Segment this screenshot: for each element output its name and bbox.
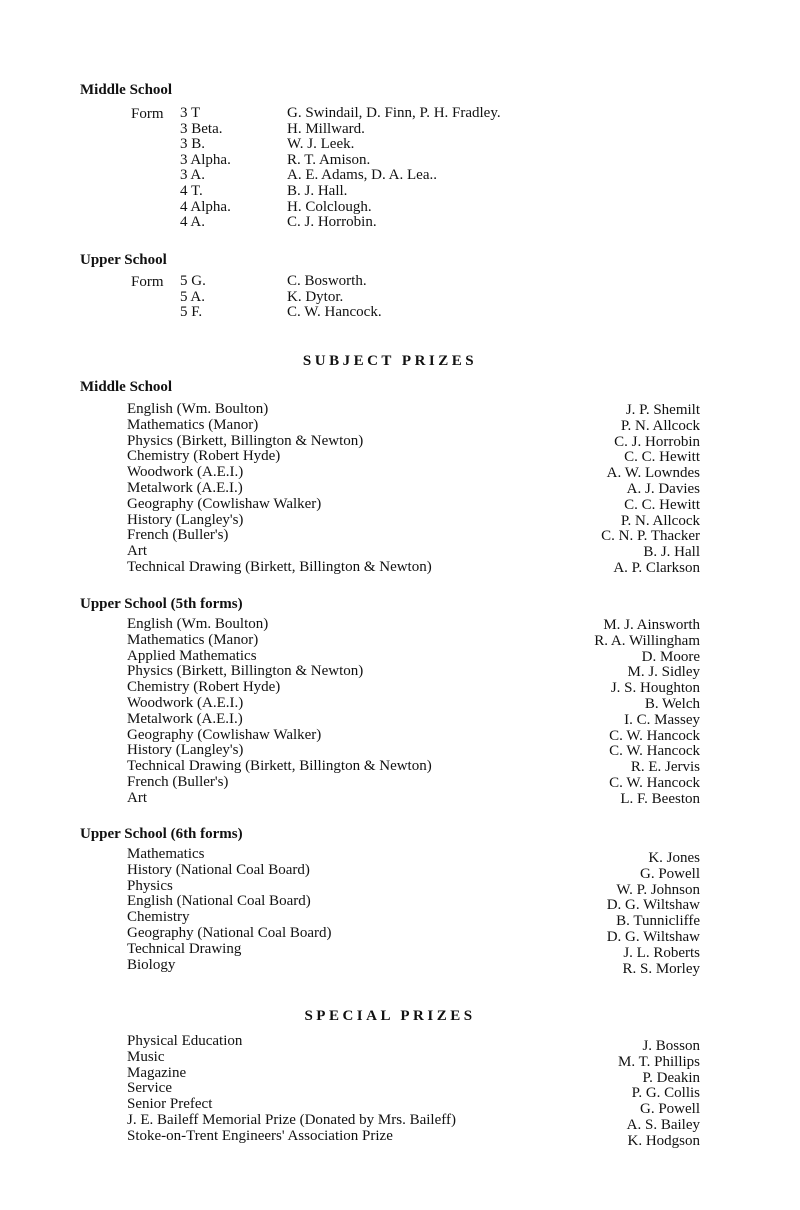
form-code: 3 B.	[180, 136, 206, 153]
list-item: Physics (Birkett, Billington & Newton)	[127, 432, 364, 449]
list-item: C. W. Hancock	[609, 743, 700, 760]
list-item: Magazine	[127, 1064, 187, 1081]
list-item: History (Langley's)	[127, 511, 244, 528]
list-item: Physics (Birkett, Billington & Newton)	[127, 663, 364, 680]
form-prize-names: K. Dytor.	[287, 288, 344, 305]
list-item: J. P. Shemilt	[625, 402, 700, 418]
form-code: 4 Alpha.	[180, 198, 231, 215]
list-item: Senior Prefect	[127, 1096, 213, 1113]
list-item: B. Welch	[644, 695, 700, 712]
list-item: Geography (National Coal Board)	[127, 924, 332, 941]
list-item: M. T. Phillips	[618, 1053, 700, 1070]
form-prize-names: R. T. Amison.	[287, 151, 371, 168]
list-item: C. C. Hewitt	[624, 496, 700, 513]
list-item: History (Langley's)	[127, 742, 244, 759]
upper6-subject-list	[127, 847, 332, 973]
middle-school-heading: Middle School	[80, 82, 173, 98]
form-prize-names: H. Millward.	[287, 120, 365, 137]
form-label: Form	[131, 106, 164, 122]
list-item: J. L. Roberts	[623, 944, 700, 961]
list-item: P. N. Allcock	[620, 512, 700, 529]
list-item: Physical Education	[127, 1033, 243, 1049]
list-item: History (National Coal Board)	[127, 861, 310, 878]
list-item: Biology	[127, 956, 176, 973]
list-item: Music	[127, 1048, 165, 1065]
list-item: Technical Drawing	[127, 940, 242, 957]
list-item: K. Hodgson	[627, 1132, 700, 1149]
list-item: Metalwork (A.E.I.)	[127, 710, 243, 727]
form-code: 4 T.	[180, 182, 203, 199]
list-item: Technical Drawing (Birkett, Billington & Newton)	[127, 558, 432, 575]
middle-form-names	[287, 106, 501, 231]
list-item: Mathematics (Manor)	[127, 416, 259, 433]
special-winner-list	[618, 1039, 700, 1150]
middle-form-list	[180, 106, 231, 231]
form-prize-names: W. J. Leek.	[287, 136, 355, 153]
list-item: Chemistry	[127, 909, 190, 926]
list-item: Mathematics (Manor)	[127, 631, 259, 648]
list-item: C. J. Horrobin	[614, 433, 700, 450]
list-item: J. S. Houghton	[610, 680, 700, 697]
form-code: 3 Alpha.	[180, 151, 231, 168]
middle-subject-list	[127, 402, 432, 576]
form-prize-names: G. Swindail, D. Finn, P. H. Fradley.	[287, 105, 501, 121]
list-item: A. W. Lowndes	[606, 465, 700, 482]
list-item: R. A. Willingham	[594, 632, 700, 649]
list-item: Chemistry (Robert Hyde)	[127, 679, 281, 696]
list-item: C. N. P. Thacker	[601, 528, 700, 545]
list-item: B. J. Hall	[643, 544, 700, 561]
form-code: 5 G.	[180, 273, 206, 289]
list-item: French (Buller's)	[127, 773, 229, 790]
list-item: J. E. Baileff Memorial Prize (Donated by Mrs. Baileff)	[127, 1111, 456, 1128]
form-code: 4 A.	[180, 214, 206, 231]
list-item: Physics	[127, 877, 173, 894]
form-prize-names: H. Colclough.	[287, 198, 372, 215]
special-subject-list	[127, 1034, 456, 1145]
list-item: G. Powell	[640, 1101, 700, 1118]
upper5-winner-list	[594, 618, 700, 808]
list-item: D. G. Wiltshaw	[606, 897, 700, 914]
middle-prizes-heading: Middle School	[80, 379, 173, 395]
list-item: A. P. Clarkson	[613, 559, 700, 576]
list-item: Geography (Cowlishaw Walker)	[127, 495, 322, 512]
list-item: Service	[127, 1080, 172, 1097]
form-prize-names: C. W. Hancock.	[287, 304, 382, 321]
list-item: D. G. Wiltshaw	[606, 928, 700, 945]
list-item: M. J. Ainsworth	[603, 617, 700, 633]
list-item: L. F. Beeston	[620, 790, 700, 807]
form-code: 3 T	[180, 105, 201, 121]
list-item: Woodwork (A.E.I.)	[127, 464, 244, 481]
list-item: M. J. Sidley	[627, 664, 700, 681]
upper6-prizes-heading: Upper School (6th forms)	[80, 826, 243, 842]
list-item: Technical Drawing (Birkett, Billington & Newton)	[127, 758, 432, 775]
form-code: 5 F.	[180, 304, 203, 321]
form-code: 3 Beta.	[180, 120, 223, 137]
middle-winner-list	[601, 403, 700, 577]
list-item: A. S. Bailey	[626, 1116, 700, 1133]
list-item: W. P. Johnson	[616, 881, 700, 898]
upper-form-list	[180, 274, 206, 321]
form-code: 5 A.	[180, 288, 206, 305]
list-item: P. Deakin	[642, 1069, 700, 1086]
list-item: English (National Coal Board)	[127, 893, 311, 910]
list-item: Art	[127, 789, 147, 806]
upper-form-names	[287, 274, 382, 321]
list-item: Applied Mathematics	[127, 647, 257, 664]
list-item: Woodwork (A.E.I.)	[127, 694, 244, 711]
list-item: C. C. Hewitt	[624, 449, 700, 466]
list-item: R. E. Jervis	[630, 759, 700, 776]
list-item: French (Buller's)	[127, 527, 229, 544]
list-item: A. J. Davies	[626, 480, 700, 497]
list-item: I. C. Massey	[624, 711, 700, 728]
list-item: English (Wm. Boulton)	[127, 616, 269, 632]
list-item: K. Jones	[648, 850, 700, 866]
list-item: G. Powell	[640, 865, 700, 882]
form-prize-names: B. J. Hall.	[287, 182, 348, 199]
upper5-prizes-heading: Upper School (5th forms)	[80, 596, 243, 612]
special-prizes-title: SPECIAL PRIZES	[304, 1008, 476, 1024]
upper6-winner-list	[607, 851, 700, 977]
list-item: P. N. Allcock	[620, 417, 700, 434]
list-item: Art	[127, 543, 147, 560]
list-item: Mathematics	[127, 846, 205, 862]
list-item: Geography (Cowlishaw Walker)	[127, 726, 322, 743]
list-item: English (Wm. Boulton)	[127, 401, 269, 417]
list-item: C. W. Hancock	[609, 774, 700, 791]
upper-school-heading: Upper School	[80, 252, 167, 268]
list-item: P. G. Collis	[631, 1085, 700, 1102]
list-item: B. Tunnicliffe	[616, 913, 700, 930]
list-item: C. W. Hancock	[609, 727, 700, 744]
list-item: Chemistry (Robert Hyde)	[127, 448, 281, 465]
list-item: J. Bosson	[642, 1038, 700, 1054]
form-label-upper: Form	[131, 274, 164, 290]
list-item: D. Moore	[641, 648, 700, 665]
upper5-subject-list	[127, 617, 432, 807]
form-prize-names: C. Bosworth.	[287, 273, 367, 289]
list-item: Metalwork (A.E.I.)	[127, 479, 243, 496]
list-item: R. S. Morley	[622, 960, 700, 977]
subject-prizes-title: SUBJECT PRIZES	[302, 353, 478, 369]
list-item: Stoke-on-Trent Engineers' Association Prize	[127, 1127, 393, 1144]
form-prize-names: A. E. Adams, D. A. Lea..	[287, 167, 437, 184]
form-prize-names: C. J. Horrobin.	[287, 214, 377, 231]
form-code: 3 A.	[180, 167, 206, 184]
